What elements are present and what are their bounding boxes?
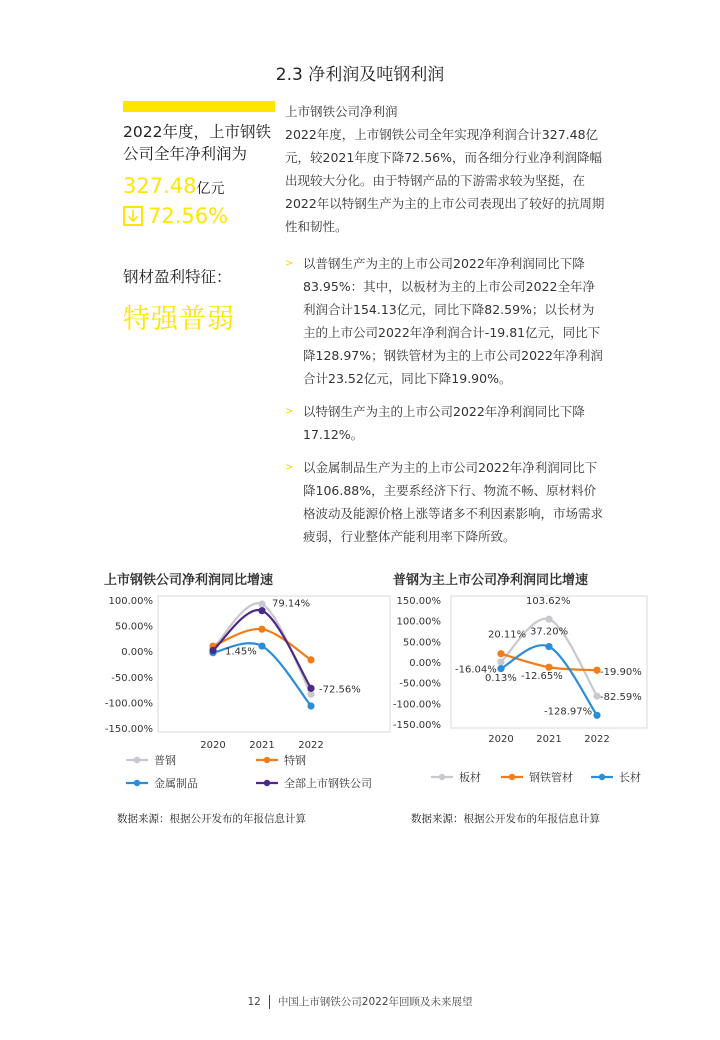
feature-value: 特强普弱 [123,304,235,335]
data-label: -72.56% [319,684,361,696]
bullet-item [285,456,605,548]
legend-label: 全部上市钢铁公司 [284,777,372,790]
y-tick-label: -150.00% [393,720,441,731]
data-point [209,647,216,654]
x-tick-label: 2020 [488,734,514,745]
chart2 [393,590,653,800]
data-label: 79.14% [272,598,311,610]
data-point [497,665,504,672]
data-point [258,607,265,614]
y-tick-label: -100.00% [104,698,153,710]
data-label: 20.11% [488,629,527,641]
bullet-arrow-icon: > [285,258,294,269]
legend-marker [509,774,515,780]
bullet-arrow-icon: > [285,462,294,473]
y-tick-label: 50.00% [402,637,441,649]
report-title: 中国上市钢铁公司2022年回顾及未来展望 [277,996,473,1008]
legend-label: 金属制品 [154,777,198,790]
legend-label: 特钢 [284,754,306,767]
legend-marker [599,774,605,780]
bullet-text: 以特钢生产为主的上市公司2022年净利润同比下降17.12%。 [303,404,585,442]
legend-marker [264,780,270,786]
y-tick-label: 0.00% [121,647,153,659]
footer-divider [269,995,270,1009]
y-tick-label: -50.00% [111,672,153,684]
y-tick-label: -150.00% [104,724,153,735]
legend-label: 钢铁管材 [529,771,573,784]
x-tick-label: 2022 [584,734,610,745]
legend-marker [134,757,140,763]
chart1-title: 上市钢铁公司净利润同比增速 [104,573,274,588]
data-label: -12.65% [521,671,563,683]
data-label: 37.20% [530,626,569,638]
data-point [258,642,265,649]
page-title: 2.3 净利润及吨钢利润 [275,65,445,85]
data-label: -128.97% [544,706,593,718]
data-point [545,664,552,671]
profit-value: 327.48 [123,174,197,198]
bullet-item [285,252,605,390]
data-label: -16.04% [455,664,497,676]
legend-marker [439,774,445,780]
x-tick-label: 2020 [200,740,226,751]
y-tick-label: -50.00% [399,678,441,690]
legend-marker [134,780,140,786]
decline-highlight [123,203,228,229]
bullet-text: 以普钢生产为主的上市公司2022年净利润同比下降83.95%：其中，以板材为主的上市公司2022全年净利润合计154.13亿元，同比下降82.59%；以长材为主的上市公司2022年净利润合计-19.81亿元，同比下降128.97%；钢铁管材为主的上市公司2022年净利润合计23.52亿元，同比下降19.90%。 [303,256,603,386]
decline-pct: 72.56% [148,204,229,228]
chart2-title: 普钢为主上市公司净利润同比增速 [393,573,589,588]
y-tick-label: 100.00% [396,616,441,628]
accent-bar [123,101,275,112]
legend-marker [264,757,270,763]
data-label: 0.13% [485,672,517,684]
y-tick-label: 150.00% [396,596,441,607]
section-title: 上市钢铁公司净利润 [285,104,398,119]
bullet-text: 以金属制品生产为主的上市公司2022年净利润同比下降106.88%，主要系经济下行、物流不畅、原材料价格波动及能源价格上涨等诸多不利因素影响，市场需求疲弱，行业整体产能利用率下降所致。 [303,460,604,544]
data-label: -82.59% [600,692,642,704]
down-arrow-icon [123,206,143,226]
legend-label: 板材 [459,771,481,784]
bullet-item [285,400,605,446]
data-point [307,702,314,709]
data-point [307,685,314,692]
profit-highlight [123,173,224,202]
sidebar-heading: 2022年度，上市钢铁公司全年净利润为 [123,123,271,163]
data-label: -19.90% [600,667,642,679]
data-point [545,643,552,650]
x-tick-label: 2022 [298,740,324,751]
bullet-list [285,252,605,548]
profit-unit: 亿元 [196,181,225,197]
intro-paragraph: 2022年度，上市钢铁公司全年实现净利润合计327.48亿元，较2021年度下降72.56%，而各细分行业净利润降幅出现较大分化。由于特钢产品的下游需求较为坚挺，在2022年以特钢生产为主的上市公司表现出了较好的抗周期性和韧性。 [285,127,605,234]
y-tick-label: 0.00% [409,658,441,669]
x-tick-label: 2021 [536,734,562,745]
y-tick-label: 100.00% [108,596,153,607]
chart2-source: 数据来源：根据公开发布的年报信息计算 [411,813,600,825]
data-point [307,656,314,663]
data-point [497,650,504,657]
chart1 [100,590,400,800]
data-point [545,616,552,623]
data-point [258,626,265,633]
chart1-source: 数据来源：根据公开发布的年报信息计算 [117,813,306,825]
y-tick-label: -100.00% [393,699,441,711]
legend-label: 长材 [619,771,641,784]
legend-label: 普钢 [154,754,176,767]
main-text [285,100,605,558]
x-tick-label: 2021 [249,740,275,751]
y-tick-label: 50.00% [114,621,153,633]
data-label: 103.62% [526,596,571,608]
data-label: 1.45% [225,646,257,658]
data-point [258,600,265,607]
feature-label: 钢材盈利特征： [123,268,232,286]
data-point [593,712,600,719]
footer [0,994,720,1009]
bullet-arrow-icon: > [285,406,294,417]
data-point [497,658,504,665]
page-number: 12 [247,996,261,1008]
